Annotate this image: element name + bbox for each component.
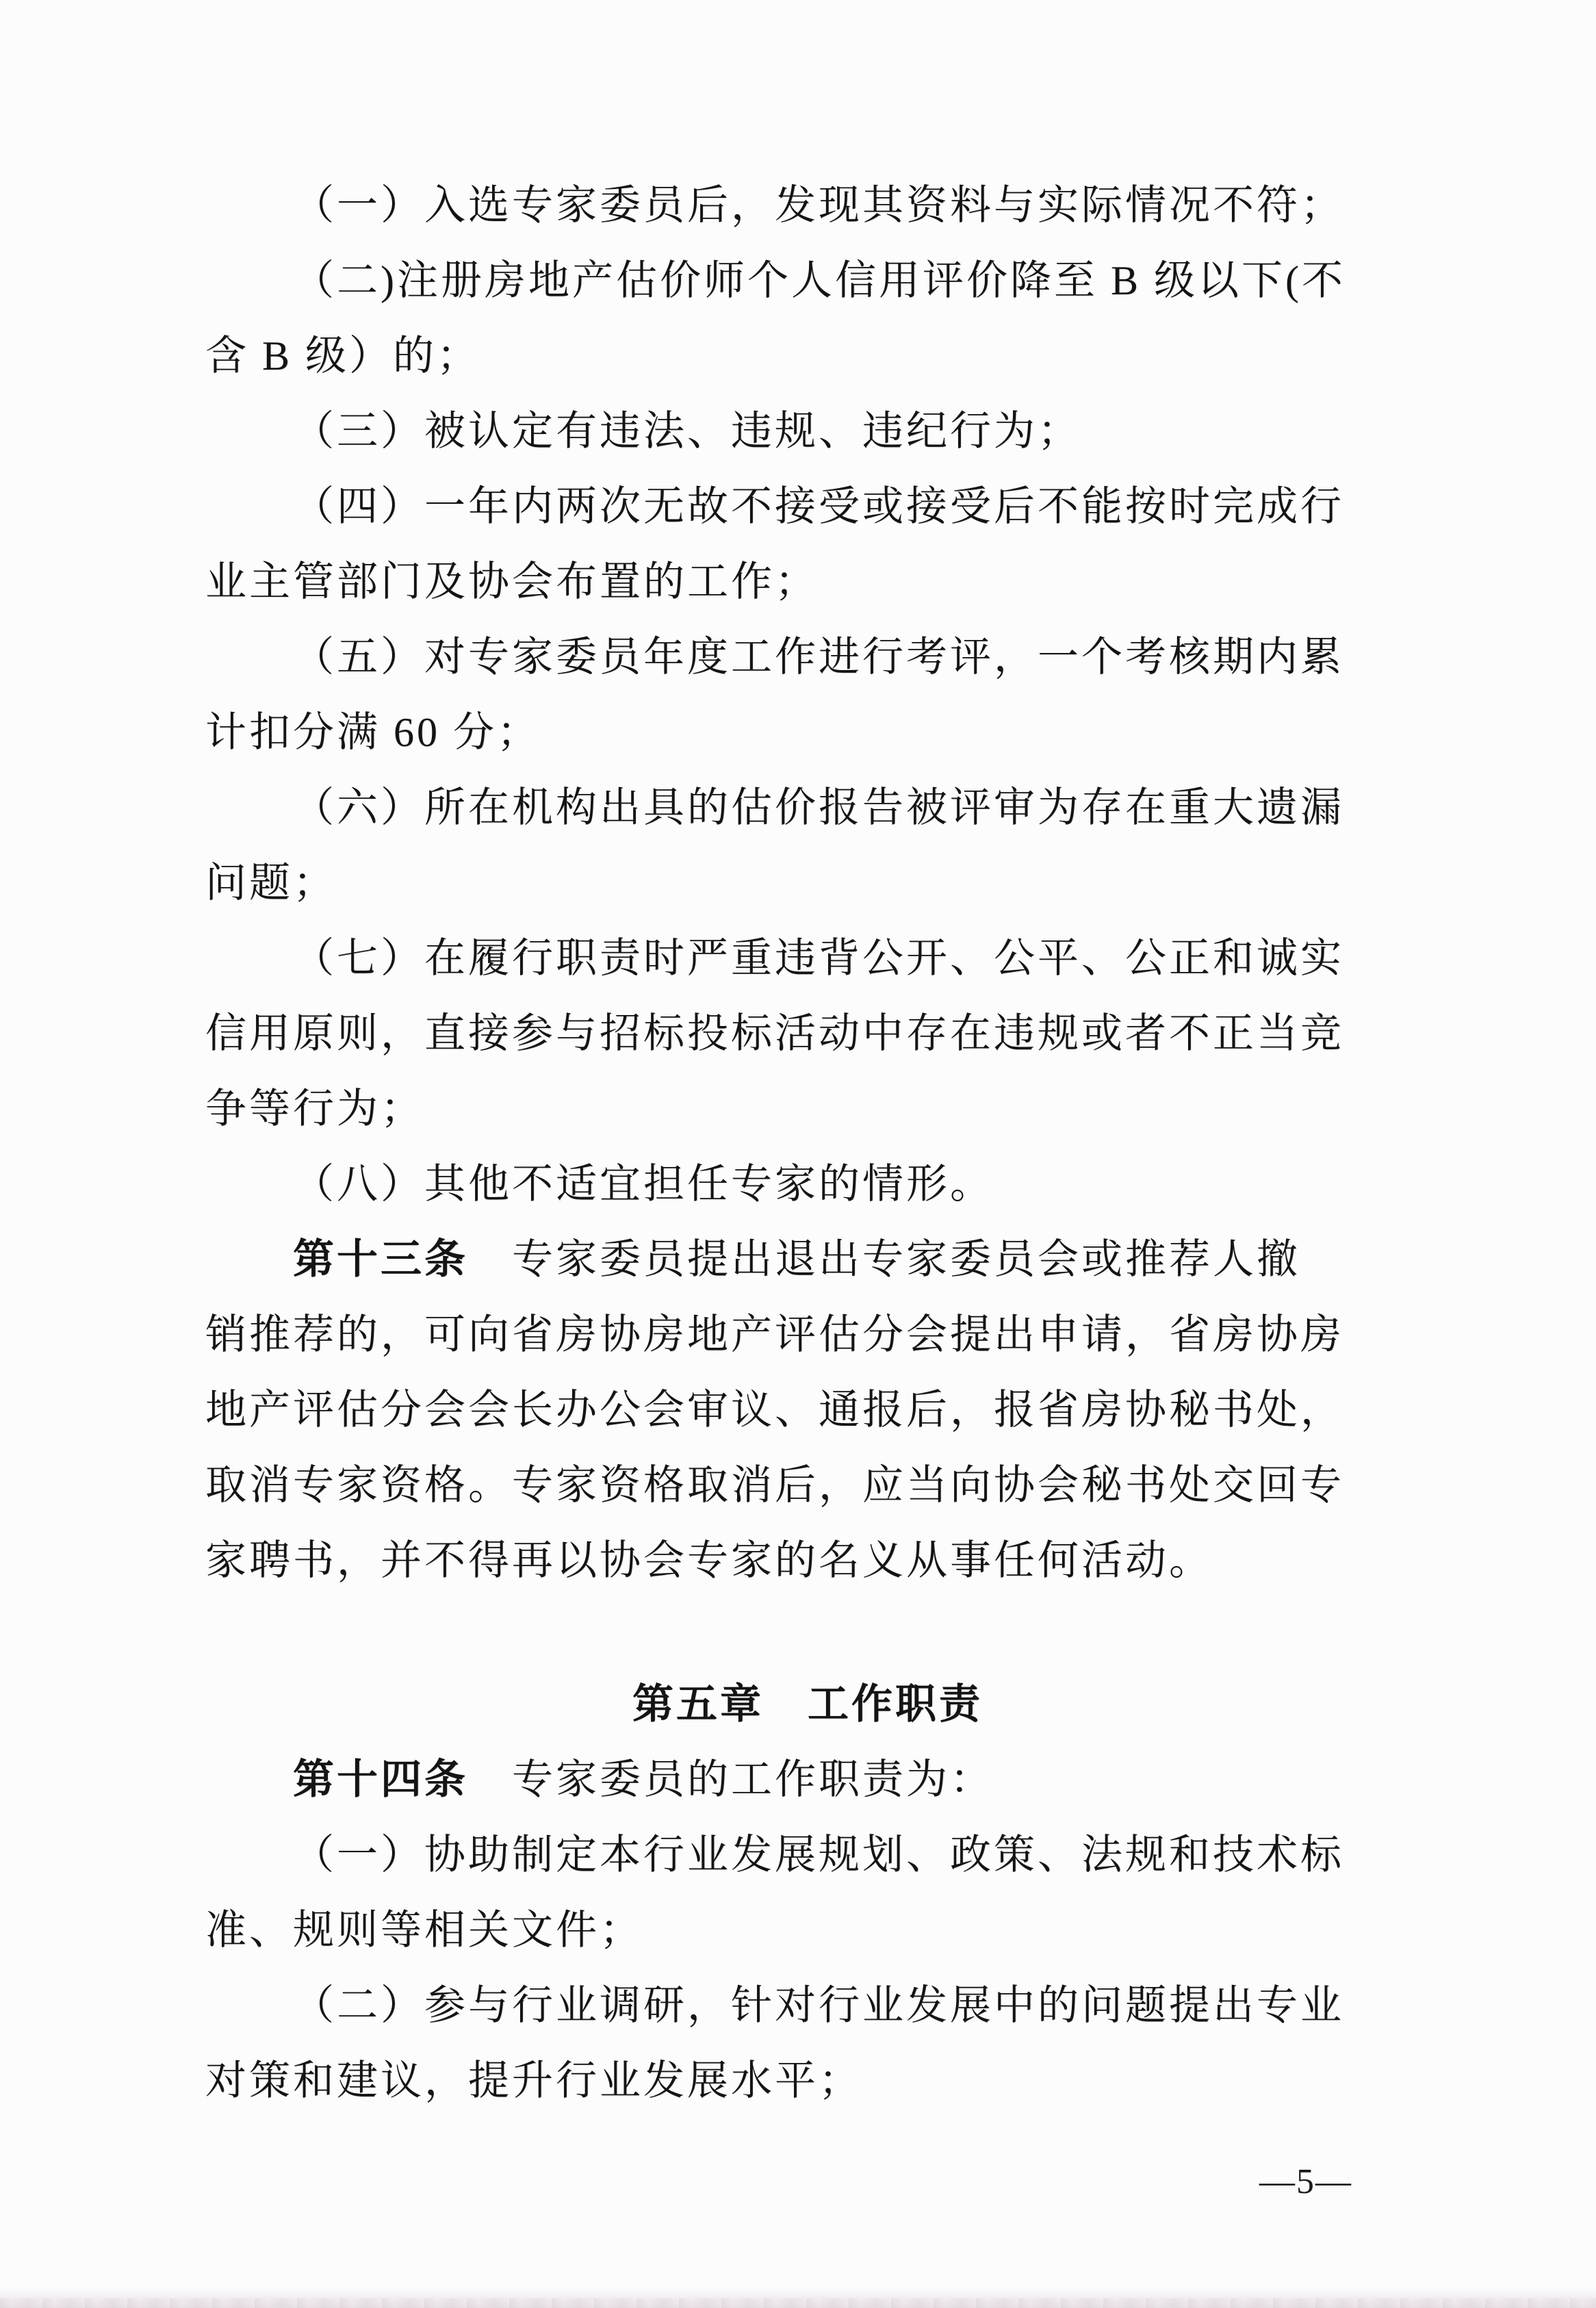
document-text-line: （四）一年内两次无故不接受或接受后不能按时完成行 xyxy=(293,484,1344,529)
document-text-line: （六）所在机构出具的估价报告被评审为存在重大遗漏 xyxy=(293,785,1344,830)
document-text-line: （一）协助制定本行业发展规划、政策、法规和技术标 xyxy=(293,1832,1344,1877)
document-text-line: 计扣分满 60 分； xyxy=(205,710,541,755)
document-text-line: （二）参与行业调研，针对行业发展中的问题提出专业 xyxy=(293,1983,1344,2028)
article-number: 第十四条 xyxy=(293,1757,468,1802)
document-text-line: 地产评估分会会长办公会审议、通报后，报省房协秘书处， xyxy=(205,1387,1344,1433)
page-number: —5— xyxy=(1259,2162,1352,2201)
document-text-line: （三）被认定有违法、违规、违纪行为； xyxy=(293,409,1081,454)
document-text-line: （二)注册房地产估价师个人信用评价降至 B 级以下(不 xyxy=(293,258,1346,303)
chapter-heading: 第五章 工作职责 xyxy=(632,1682,983,1727)
document-text-line: 对策和建议，提升行业发展水平； xyxy=(205,2058,862,2103)
document-body xyxy=(205,168,1410,2118)
document-text-line: （五）对专家委员年度工作进行考评，一个考核期内累 xyxy=(293,634,1344,680)
document-text-line: （七）在履行职责时严重违背公开、公平、公正和诚实 xyxy=(293,936,1344,981)
document-text-line: 第十四条 专家委员的工作职责为： xyxy=(293,1757,994,1802)
document-text-line: 问题； xyxy=(205,860,337,906)
document-text-line: 取消专家资格。专家资格取消后，应当向协会秘书处交回专 xyxy=(205,1463,1344,1508)
document-text-line: 第十三条 专家委员提出退出专家委员会或推荐人撤 xyxy=(293,1237,1300,1282)
scan-artifact-band xyxy=(0,2287,1596,2308)
document-text-line: 争等行为； xyxy=(205,1086,424,1131)
document-text-line: 信用原则，直接参与招标投标活动中存在违规或者不正当竞 xyxy=(205,1011,1344,1056)
document-text-line: （一）入选专家委员后，发现其资料与实际情况不符； xyxy=(293,183,1344,228)
document-text-line: 准、规则等相关文件； xyxy=(205,1908,643,1953)
document-text-line: 含 B 级）的； xyxy=(205,333,481,379)
article-number: 第十三条 xyxy=(293,1237,468,1282)
document-text-line: 业主管部门及协会布置的工作； xyxy=(205,559,819,604)
document-text-line: （八）其他不适宜担任专家的情形。 xyxy=(293,1162,994,1207)
document-text-line: 销推荐的，可向省房协房地产评估分会提出申请，省房协房 xyxy=(205,1312,1344,1357)
document-text-line: 家聘书，并不得再以协会专家的名义从事任何活动。 xyxy=(205,1538,1213,1583)
